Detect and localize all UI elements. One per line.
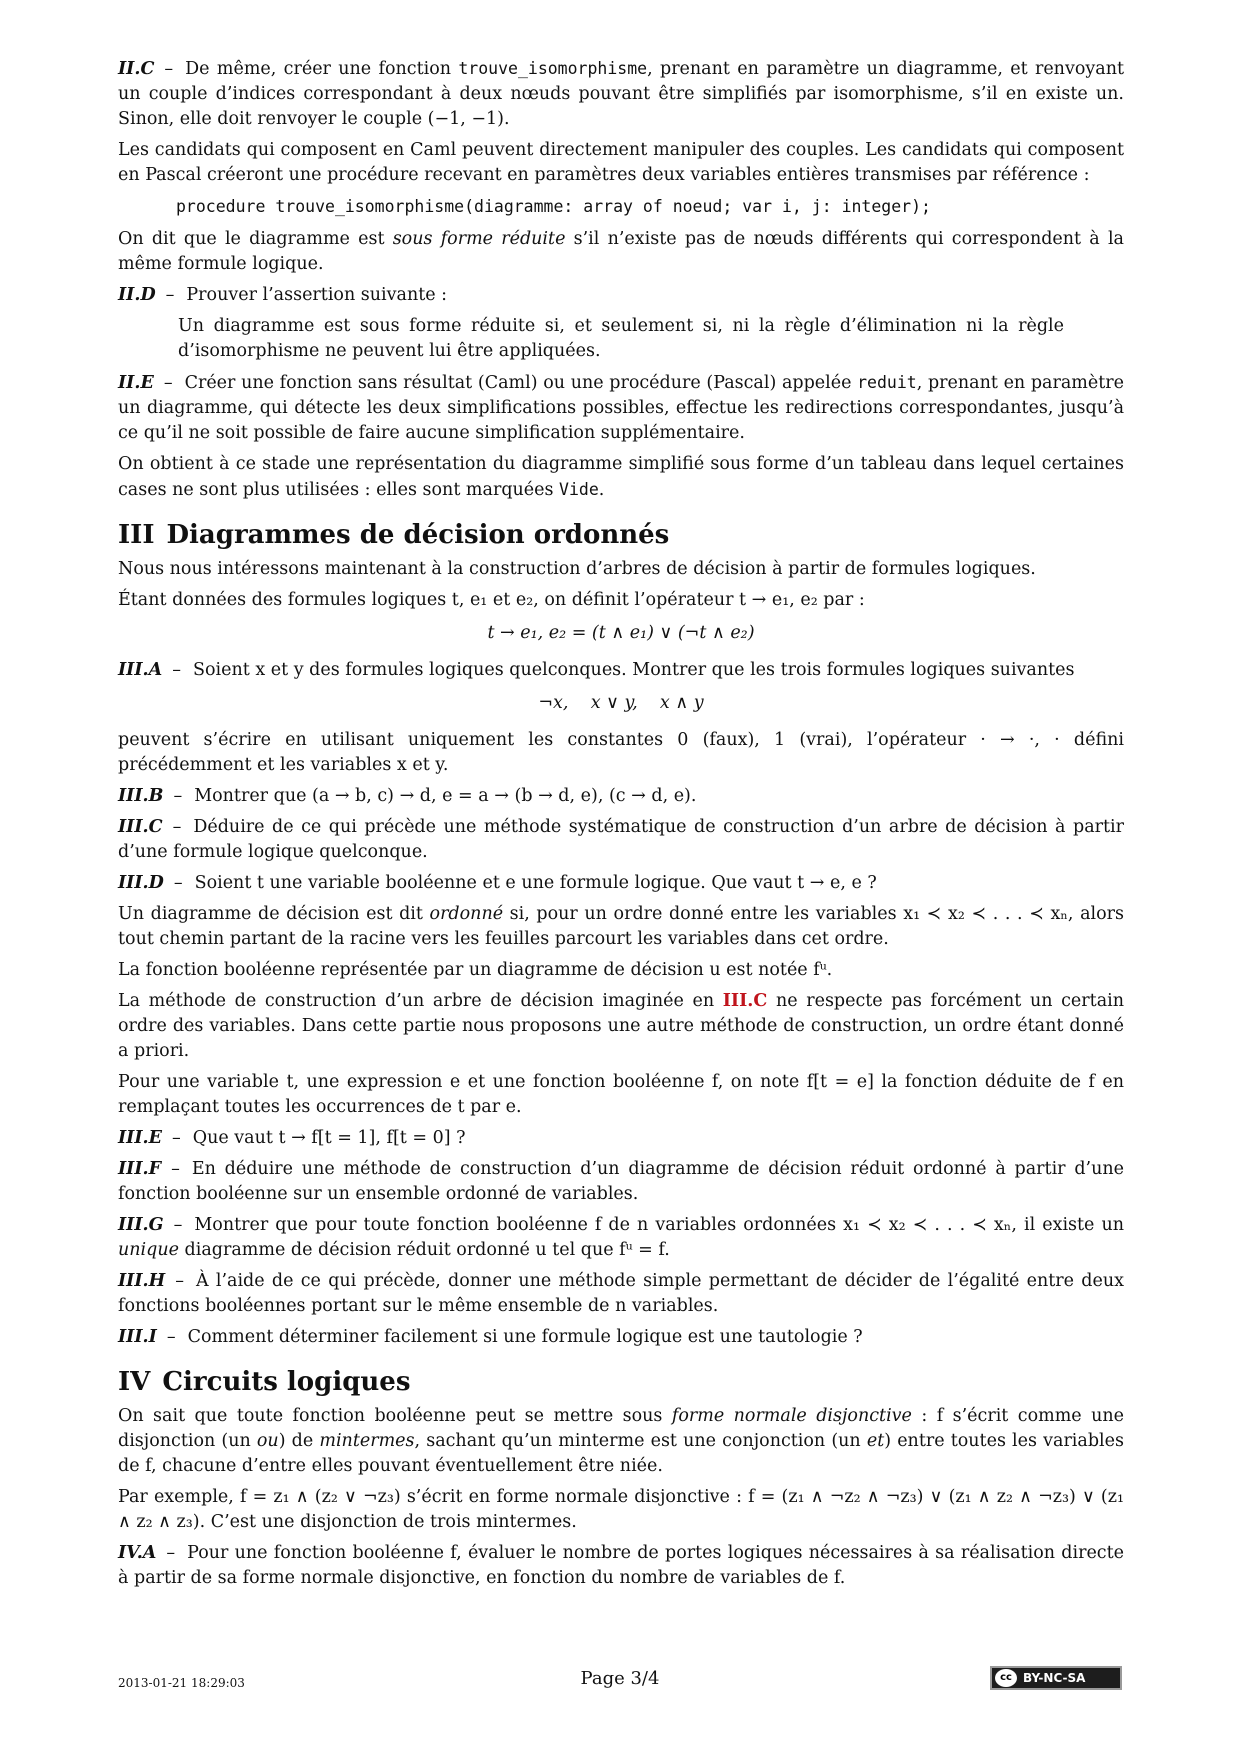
paragraph-reduced-form: On dit que le diagramme est sous forme réduite s’il n’existe pas de nœuds différents qui correspondent à la même formule logique. (118, 229, 1124, 274)
assertion-quote: Un diagramme est sous forme réduite si, et seulement si, ni la règle d’élimination ni la règle d’isomorphisme ne peuvent lui être appliquées. (178, 316, 1064, 361)
paragraph-fu: La fonction booléenne représentée par un diagramme de décision u est notée fᵘ. (118, 960, 833, 980)
question-III-F: III.F – En déduire une méthode de construction d’un diagramme de décision réduit ordonné à partir d’une fonction booléenne sur un ensemble ordonné de variables. (118, 1159, 1124, 1204)
question-label: III.H (118, 1271, 166, 1291)
paragraph-substitution: Pour une variable t, une expression e et une fonction booléenne f, on note f[t = e] la fonction déduite de f en remplaçant toutes les occurrences de t par e. (118, 1072, 1124, 1117)
s4-example: Par exemple, f = z₁ ∧ (z₂ ∨ ¬z₃) s’écrit en forme normale disjonctive : f = (z₁ ∧ ¬z₂ ∧ ¬z₃) ∨ (z₁ ∧ z₂ ∧ ¬z₃) ∨ (z₁ ∧ z₂ ∧ z₃). C’est une disjonction de trois mintermes. (118, 1487, 1124, 1532)
question-label: IV.A (118, 1543, 157, 1563)
question-label: III.F (118, 1159, 162, 1179)
paragraph-method: La méthode de construction d’un arbre de décision imaginée en III.C ne respecte pas forcément un certain ordre des variables. Dans cette partie nous proposons une autre méthode de construction, un ordre étant donné a priori. (118, 991, 1124, 1061)
question-III-A-continued: peuvent s’écrire en utilisant uniquement les constantes 0 (faux), 1 (vrai), l’opérateur · → ·, · défini précédemment et les variables x et y. (118, 730, 1124, 775)
question-III-D: III.D – Soient t une variable booléenne et e une formule logique. Que vaut t → e, e ? (118, 873, 877, 893)
question-label: III.C (118, 817, 163, 837)
question-label: III.B (118, 786, 164, 806)
operator-definition-formula: t → e₁, e₂ = (t ∧ e₁) ∨ (¬t ∧ e₂) (487, 623, 755, 643)
code-pascal-procedure: procedure trouve_isomorphisme(diagramme: array of noeud; var i, j: integer); (176, 197, 931, 216)
question-label: II.D (118, 285, 156, 305)
question-II-C: II.C – De même, créer une fonction trouve_isomorphisme, prenant en paramètre un diagramme, et renvoyant un couple d’indices correspondant à deux nœuds pouvant être simplifiés par isomorphisme, s’il en existe un. Sinon, elle doit renvoyer le couple (−1, −1). (118, 59, 1124, 129)
license-label: BY-NC-SA (1023, 1671, 1086, 1685)
question-IV-A: IV.A – Pour une fonction booléenne f, évaluer le nombre de portes logiques nécessaires à sa réalisation directe à partir de sa forme normale disjonctive, en fonction du nombre de variables de f. (118, 1543, 1124, 1588)
question-III-A: III.A – Soient x et y des formules logiques quelconques. Montrer que les trois formules logiques suivantes (118, 660, 1075, 680)
question-II-E: II.E – Créer une fonction sans résultat (Caml) ou une procédure (Pascal) appelée reduit, prenant en paramètre un diagramme, qui détecte les deux simplifications possibles, effectue les redirections correspondantes, jusqu’à ce qu’il ne soit possible de faire aucune simplification supplémentaire. (118, 373, 1124, 443)
question-III-C: III.C – Déduire de ce qui précède une méthode systématique de construction d’un arbre de décision à partir d’une formule logique quelconque. (118, 817, 1124, 862)
section-IV-heading: IV Circuits logiques (118, 1367, 411, 1397)
question-label: III.G (118, 1215, 164, 1235)
question-label: II.E (118, 373, 154, 393)
s4-intro-1: On sait que toute fonction booléenne peut se mettre sous forme normale disjonctive : f s’écrit comme une disjonction (un ou) de mintermes, sachant qu’un minterme est une conjonction (un et) entre toutes les variables de f, chacune d’entre elles pouvant éventuellement être niée. (118, 1406, 1124, 1476)
section-III-heading: III Diagrammes de décision ordonnés (118, 520, 670, 550)
footer-page-number: Page 3/4 (580, 1668, 660, 1689)
license-badge[interactable] (990, 1666, 1122, 1690)
question-label: III.E (118, 1128, 162, 1148)
question-III-E: III.E – Que vaut t → f[t = 1], f[t = 0] ? (118, 1128, 466, 1148)
creative-commons-icon: cc (995, 1669, 1017, 1687)
s3-intro-1: Nous nous intéressons maintenant à la construction d’arbres de décision à partir de formules logiques. (118, 559, 1036, 579)
three-formulas: ¬x, x ∨ y, x ∧ y (538, 693, 704, 713)
paragraph-candidates: Les candidats qui composent en Caml peuvent directement manipuler des couples. Les candidats qui composent en Pascal créeront une procédure recevant en paramètres deux variables entières transmises par référence : (118, 140, 1124, 185)
page-content (118, 56, 1124, 1597)
question-label: III.I (118, 1327, 157, 1347)
footer-timestamp: 2013-01-21 18:29:03 (118, 1676, 245, 1690)
question-label: III.D (118, 873, 164, 893)
question-III-B: III.B – Montrer que (a → b, c) → d, e = a → (b → d, e), (c → d, e). (118, 786, 697, 806)
question-III-I: III.I – Comment déterminer facilement si une formule logique est une tautologie ? (118, 1327, 863, 1347)
paragraph-vide: On obtient à ce stade une représentation du diagramme simplifié sous forme d’un tableau dans lequel certaines cases ne sont plus utilisées : elles sont marquées Vide. (118, 454, 1124, 500)
question-label: II.C (118, 59, 155, 79)
question-label: III.A (118, 660, 163, 680)
paragraph-ordered: Un diagramme de décision est dit ordonné si, pour un ordre donné entre les variables x₁ ≺ x₂ ≺ . . . ≺ xₙ, alors tout chemin partant de la racine vers les feuilles parcourt les variables dans cet ordre. (118, 904, 1124, 949)
cross-reference-link[interactable]: III.C (722, 991, 768, 1011)
question-II-D: II.D – Prouver l’assertion suivante : (118, 285, 448, 305)
s3-intro-2: Étant données des formules logiques t, e₁ et e₂, on définit l’opérateur t → e₁, e₂ par : (118, 590, 865, 610)
question-III-G: III.G – Montrer que pour toute fonction booléenne f de n variables ordonnées x₁ ≺ x₂ ≺ . . . ≺ xₙ, il existe un unique diagramme de décision réduit ordonné u tel que fᵘ = f. (118, 1215, 1124, 1260)
question-III-H: III.H – À l’aide de ce qui précède, donner une méthode simple permettant de décider de l’égalité entre deux fonctions booléennes portant sur le même ensemble de n variables. (118, 1271, 1124, 1316)
